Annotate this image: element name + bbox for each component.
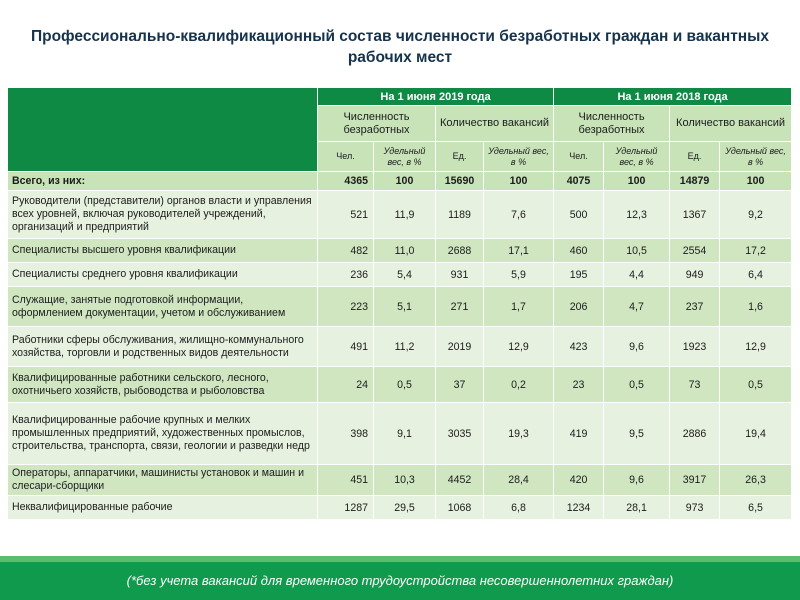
table-cell: 29,5 bbox=[374, 496, 436, 520]
table-row bbox=[8, 403, 792, 465]
table-row-total bbox=[8, 172, 792, 191]
table-cell: 9,6 bbox=[604, 327, 670, 367]
table-cell: 521 bbox=[318, 191, 374, 239]
table-cell: 5,4 bbox=[374, 263, 436, 287]
table-cell: 23 bbox=[554, 367, 604, 403]
table-cell: 9,5 bbox=[604, 403, 670, 465]
table-row bbox=[8, 287, 792, 327]
table-cell: 4075 bbox=[554, 172, 604, 191]
table-row bbox=[8, 367, 792, 403]
footer-note: (*без учета вакансий для временного трудоустройства несовершеннолетних граждан) bbox=[0, 562, 800, 600]
row-label: Служащие, занятые подготовкой информации, оформлением документации, учетом и обслуживанием bbox=[8, 287, 318, 327]
table-row bbox=[8, 191, 792, 239]
row-label: Специалисты среднего уровня квалификации bbox=[8, 263, 318, 287]
group-header: Численность безработных bbox=[554, 106, 670, 142]
table-cell: 19,3 bbox=[484, 403, 554, 465]
table-cell: 12,3 bbox=[604, 191, 670, 239]
table-cell: 1189 bbox=[436, 191, 484, 239]
table-cell: 491 bbox=[318, 327, 374, 367]
table-cell: 1367 bbox=[670, 191, 720, 239]
table-cell: 12,9 bbox=[720, 327, 792, 367]
table-row bbox=[8, 327, 792, 367]
data-table bbox=[7, 87, 792, 520]
table-cell: 271 bbox=[436, 287, 484, 327]
table-cell: 100 bbox=[604, 172, 670, 191]
table-cell: 195 bbox=[554, 263, 604, 287]
table-cell: 28,1 bbox=[604, 496, 670, 520]
row-label: Руководители (представители) органов власти и управления всех уровней, включая руководителей учреждений, организаций и предприятий bbox=[8, 191, 318, 239]
table-cell: 973 bbox=[670, 496, 720, 520]
table-cell: 11,0 bbox=[374, 239, 436, 263]
row-label: Неквалифицированные рабочие bbox=[8, 496, 318, 520]
unit-header: Удельный вес, в % bbox=[720, 142, 792, 172]
header-corner bbox=[8, 88, 318, 172]
page-title: Профессионально-квалификационный состав численности безработных граждан и вакантных рабочих мест bbox=[30, 28, 770, 66]
table-cell: 24 bbox=[318, 367, 374, 403]
row-label: Всего, из них: bbox=[8, 172, 318, 191]
table-row bbox=[8, 496, 792, 520]
table-cell: 1,6 bbox=[720, 287, 792, 327]
table-cell: 5,1 bbox=[374, 287, 436, 327]
row-label: Работники сферы обслуживания, жилищно-коммунального хозяйства, торговли и родственных видов деятельности bbox=[8, 327, 318, 367]
table-cell: 500 bbox=[554, 191, 604, 239]
table-cell: 6,5 bbox=[720, 496, 792, 520]
table-cell: 5,9 bbox=[484, 263, 554, 287]
row-label: Квалифицированные рабочие крупных и мелких промышленных предприятий, художественных промыслов, строительства, транспорта, связи, геологии и разведки недр bbox=[8, 403, 318, 465]
table-cell: 9,1 bbox=[374, 403, 436, 465]
table-cell: 28,4 bbox=[484, 465, 554, 496]
table-cell: 0,5 bbox=[720, 367, 792, 403]
header-row-years bbox=[8, 88, 792, 106]
table-cell: 26,3 bbox=[720, 465, 792, 496]
table-cell: 10,5 bbox=[604, 239, 670, 263]
unit-header: Чел. bbox=[554, 142, 604, 172]
table-cell: 17,2 bbox=[720, 239, 792, 263]
table-row bbox=[8, 263, 792, 287]
table-cell: 451 bbox=[318, 465, 374, 496]
year-header-2018: На 1 июня 2018 года bbox=[554, 88, 792, 106]
table-cell: 931 bbox=[436, 263, 484, 287]
data-table-container bbox=[6, 86, 790, 521]
table-cell: 4365 bbox=[318, 172, 374, 191]
table-row bbox=[8, 239, 792, 263]
row-label: Квалифицированные работники сельского, лесного, охотничьего хозяйств, рыбоводства и рыболовства bbox=[8, 367, 318, 403]
unit-header: Ед. bbox=[436, 142, 484, 172]
group-header: Количество вакансий bbox=[670, 106, 792, 142]
table-cell: 0,2 bbox=[484, 367, 554, 403]
table-cell: 423 bbox=[554, 327, 604, 367]
table-cell: 12,9 bbox=[484, 327, 554, 367]
table-cell: 9,2 bbox=[720, 191, 792, 239]
table-cell: 15690 bbox=[436, 172, 484, 191]
table-cell: 1068 bbox=[436, 496, 484, 520]
table-cell: 11,9 bbox=[374, 191, 436, 239]
table-cell: 3917 bbox=[670, 465, 720, 496]
unit-header: Удельный вес, в % bbox=[604, 142, 670, 172]
unit-header: Ед. bbox=[670, 142, 720, 172]
table-cell: 482 bbox=[318, 239, 374, 263]
table-cell: 100 bbox=[720, 172, 792, 191]
table-cell: 1923 bbox=[670, 327, 720, 367]
table-cell: 7,6 bbox=[484, 191, 554, 239]
table-cell: 19,4 bbox=[720, 403, 792, 465]
table-body bbox=[8, 172, 792, 520]
unit-header: Удельный вес, в % bbox=[484, 142, 554, 172]
table-cell: 1,7 bbox=[484, 287, 554, 327]
table-cell: 14879 bbox=[670, 172, 720, 191]
table-cell: 100 bbox=[484, 172, 554, 191]
table-cell: 949 bbox=[670, 263, 720, 287]
table-cell: 100 bbox=[374, 172, 436, 191]
row-label: Операторы, аппаратчики, машинисты установок и машин и слесари-сборщики bbox=[8, 465, 318, 496]
table-cell: 0,5 bbox=[374, 367, 436, 403]
unit-header: Чел. bbox=[318, 142, 374, 172]
table-cell: 2886 bbox=[670, 403, 720, 465]
year-header-2019: На 1 июня 2019 года bbox=[318, 88, 554, 106]
table-cell: 17,1 bbox=[484, 239, 554, 263]
table-cell: 1234 bbox=[554, 496, 604, 520]
table-cell: 4,7 bbox=[604, 287, 670, 327]
table-row bbox=[8, 465, 792, 496]
table-cell: 420 bbox=[554, 465, 604, 496]
table-cell: 460 bbox=[554, 239, 604, 263]
table-cell: 398 bbox=[318, 403, 374, 465]
table-cell: 4452 bbox=[436, 465, 484, 496]
table-cell: 223 bbox=[318, 287, 374, 327]
table-cell: 6,4 bbox=[720, 263, 792, 287]
group-header: Численность безработных bbox=[318, 106, 436, 142]
table-cell: 73 bbox=[670, 367, 720, 403]
table-cell: 0,5 bbox=[604, 367, 670, 403]
table-cell: 419 bbox=[554, 403, 604, 465]
table-cell: 4,4 bbox=[604, 263, 670, 287]
table-cell: 37 bbox=[436, 367, 484, 403]
table-cell: 1287 bbox=[318, 496, 374, 520]
row-label: Специалисты высшего уровня квалификации bbox=[8, 239, 318, 263]
group-header: Количество вакансий bbox=[436, 106, 554, 142]
table-cell: 237 bbox=[670, 287, 720, 327]
unit-header: Удельный вес, в % bbox=[374, 142, 436, 172]
table-cell: 3035 bbox=[436, 403, 484, 465]
table-cell: 2554 bbox=[670, 239, 720, 263]
table-cell: 2019 bbox=[436, 327, 484, 367]
table-cell: 6,8 bbox=[484, 496, 554, 520]
table-cell: 206 bbox=[554, 287, 604, 327]
table-cell: 9,6 bbox=[604, 465, 670, 496]
table-cell: 236 bbox=[318, 263, 374, 287]
table-cell: 2688 bbox=[436, 239, 484, 263]
table-cell: 10,3 bbox=[374, 465, 436, 496]
table-cell: 11,2 bbox=[374, 327, 436, 367]
